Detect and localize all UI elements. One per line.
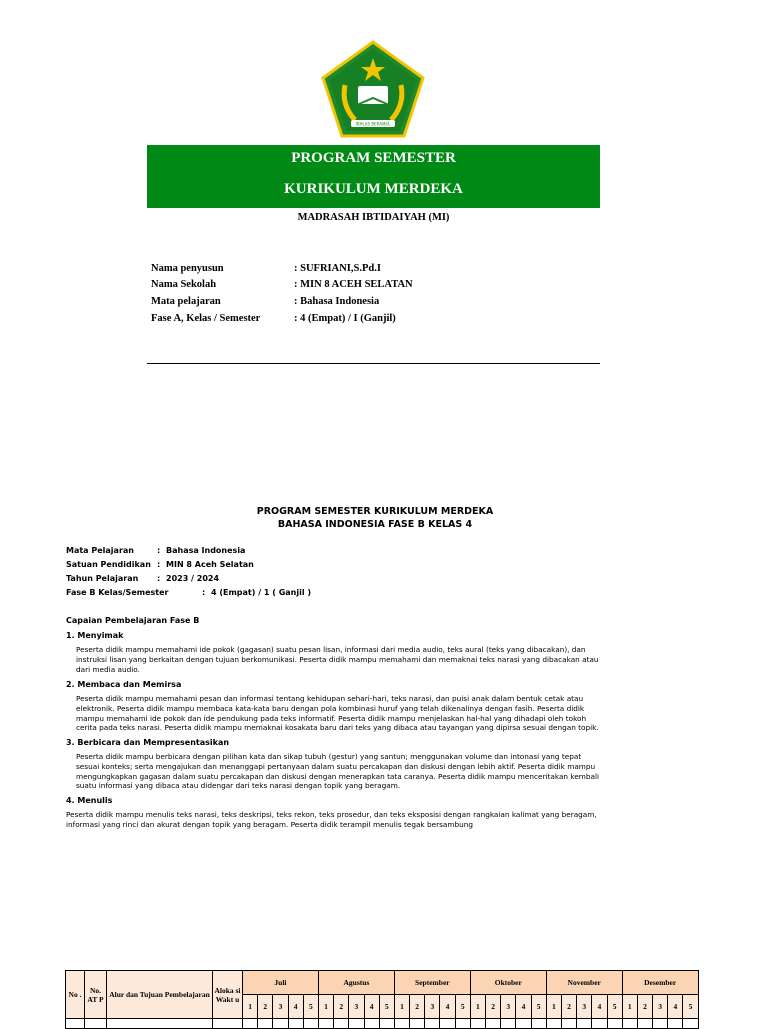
meta-sep: : xyxy=(157,574,161,583)
week-cell: 1 xyxy=(318,995,333,1019)
week-cell: 2 xyxy=(258,995,273,1019)
kemenag-logo xyxy=(321,40,425,138)
week-cell: 1 xyxy=(622,995,637,1019)
week-cell: 4 xyxy=(364,995,379,1019)
week-cell: 5 xyxy=(379,995,394,1019)
week-cell: 1 xyxy=(470,995,485,1019)
week-cell: 3 xyxy=(501,995,516,1019)
col-alokasi-header: Aloka si Wakt u xyxy=(213,971,243,1019)
logo-motto: IKHLAS BERAMAL xyxy=(355,121,391,127)
section-heading: 3. Berbicara dan Mempresentasikan xyxy=(66,738,230,747)
cover-title-line1: PROGRAM SEMESTER xyxy=(291,150,456,166)
cp-heading: Capaian Pembelajaran Fase B xyxy=(66,616,200,625)
month-header: September xyxy=(394,971,470,995)
meta-label: Tahun Pelajaran xyxy=(66,574,139,583)
section-paragraph: Peserta didik mampu memahami ide pokok (gagasan) suatu pesan lisan, informasi dari media audio, teks aural (teks yang dibacakan), dan instruksi lisan yang berkaitan dengan tujuan berkomunikasi. Peserta didik mampu memahami dan memaknai teks narasi yang dibacakan atau dari media audio. xyxy=(76,645,599,674)
info-value: : SUFRIANI,S.Pd.I xyxy=(294,263,381,274)
cover-title-line2: KURIKULUM MERDEKA xyxy=(284,181,463,197)
col-alur-header: Alur dan Tujuan Pembelajaran xyxy=(107,971,213,1019)
section-heading: 1. Menyimak xyxy=(66,631,124,640)
info-value: : Bahasa Indonesia xyxy=(294,296,380,307)
week-cell: 5 xyxy=(607,995,622,1019)
divider xyxy=(147,363,600,364)
week-cell: 3 xyxy=(425,995,440,1019)
week-cell: 2 xyxy=(637,995,652,1019)
section-paragraph: Peserta didik mampu menulis teks narasi, teks deskripsi, teks rekon, teks prosedur, dan teks eksposisi dengan rangkaian kalimat yang beragam, informasi yang rinci dan akurat dengan topik yang beragam. Peserta didik terampil menulis tegak bersambung xyxy=(66,810,597,829)
section-heading: 2. Membaca dan Memirsa xyxy=(66,680,182,689)
meta-label: Satuan Pendidikan xyxy=(66,560,151,569)
cover-title-banner xyxy=(147,145,600,208)
week-cell: 3 xyxy=(273,995,288,1019)
document-title-line2: BAHASA INDONESIA FASE B KELAS 4 xyxy=(277,519,473,530)
section-heading: 4. Menulis xyxy=(66,796,113,805)
month-header: Desember xyxy=(622,971,698,995)
meta-sep: : xyxy=(157,546,161,555)
info-value: : MIN 8 ACEH SELATAN xyxy=(294,279,413,290)
week-cell: 2 xyxy=(561,995,576,1019)
week-cell: 4 xyxy=(592,995,607,1019)
week-cell: 2 xyxy=(486,995,501,1019)
week-cell: 5 xyxy=(531,995,546,1019)
info-value: : 4 (Empat) / I (Ganjil) xyxy=(294,313,396,324)
week-cell: 1 xyxy=(243,995,258,1019)
week-cell: 2 xyxy=(334,995,349,1019)
month-header: Oktober xyxy=(470,971,546,995)
month-header: Agustus xyxy=(318,971,394,995)
week-cell: 3 xyxy=(349,995,364,1019)
month-header: November xyxy=(546,971,622,995)
info-label: Nama Sekolah xyxy=(151,279,217,290)
week-cell: 3 xyxy=(577,995,592,1019)
info-label: Mata pelajaran xyxy=(151,296,221,307)
meta-value: 4 (Empat) / 1 ( Ganjil ) xyxy=(211,588,312,597)
week-cell: 4 xyxy=(516,995,531,1019)
meta-sep: : xyxy=(202,588,206,597)
col-atp-header: No. AT P xyxy=(85,971,107,1019)
cover-subtitle: MADRASAH IBTIDAIYAH (MI) xyxy=(297,212,450,223)
meta-sep: : xyxy=(157,560,161,569)
schedule-table xyxy=(65,970,699,1029)
section-paragraph: Peserta didik mampu memahami pesan dan informasi tentang kehidupan sehari-hari, teks narasi, dan puisi anak dalam bentuk cetak atau elektronik. Peserta didik mampu membaca kata-kata baru dengan pola kombinasi huruf yang telah dikenalinya dengan fasih. Peserta didik mampu memahami ide pokok dan ide pendukung pada teks informatif. Peserta didik mampu menjelaskan hal-hal yang dihadapi oleh tokoh cerita pada teks narasi. Peserta didik mampu memaknai kosakata baru dari teks yang dibaca atau tayangan yang dipirsa sesuai dengan topik. xyxy=(76,694,599,733)
section-paragraph: Peserta didik mampu berbicara dengan pilihan kata dan sikap tubuh (gestur) yang santun; menggunakan volume dan intonasi yang tepat sesuai konteks; serta mengajukan dan menanggapi pertanyaan dalam suatu percakapan dan diskusi dengan lebih aktif. Peserta didik mampu mengungkapkan gagasan dalam suatu percakapan dan diskusi dengan menerapkan tata caranya. Peserta didik mampu menceritakan kembali suatu informasi yang dibaca atau didengar dari teks narasi dengan topik yang beragam. xyxy=(76,752,600,791)
month-header: Juli xyxy=(243,971,319,995)
week-cell: 1 xyxy=(394,995,409,1019)
meta-value: Bahasa Indonesia xyxy=(166,546,246,555)
info-label: Nama penyusun xyxy=(151,263,224,274)
week-cell: 4 xyxy=(440,995,455,1019)
meta-label: Mata Pelajaran xyxy=(66,546,134,555)
meta-label: Fase B Kelas/Semester xyxy=(66,588,169,597)
week-cell: 5 xyxy=(683,995,698,1019)
week-cell: 1 xyxy=(546,995,561,1019)
week-cell: 4 xyxy=(288,995,303,1019)
table-header-row xyxy=(66,971,699,995)
info-label: Fase A, Kelas / Semester xyxy=(151,313,261,324)
meta-value: 2023 / 2024 xyxy=(166,574,220,583)
week-cell: 5 xyxy=(303,995,318,1019)
col-no-header: No . xyxy=(66,971,85,1019)
meta-value: MIN 8 Aceh Selatan xyxy=(166,560,254,569)
week-cell: 2 xyxy=(410,995,425,1019)
document-title-line1: PROGRAM SEMESTER KURIKULUM MERDEKA xyxy=(256,506,494,517)
week-cell: 3 xyxy=(653,995,668,1019)
week-cell: 4 xyxy=(668,995,683,1019)
document-title xyxy=(150,505,600,531)
week-cell: 5 xyxy=(455,995,470,1019)
